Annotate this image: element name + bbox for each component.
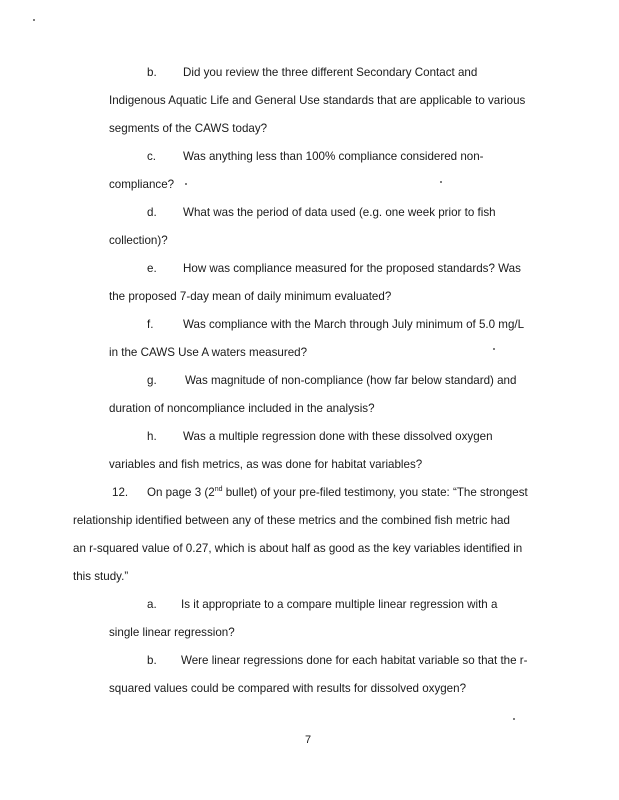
- body-line: the proposed 7-day mean of daily minimum evaluated?: [109, 290, 392, 303]
- body-line: Was compliance with the March through July minimum of 5.0 mg/L: [183, 318, 525, 331]
- body-line: compliance?: [109, 178, 175, 191]
- body-line: collection)?: [109, 234, 168, 247]
- body-line: single linear regression?: [109, 626, 235, 639]
- body-line: squared values could be compared with results for dissolved oxygen?: [109, 682, 467, 695]
- body-line: variables and fish metrics, as was done for habitat variables?: [109, 458, 423, 471]
- item-label: h.: [147, 430, 157, 443]
- body-line: Was anything less than 100% compliance considered non-: [183, 150, 484, 163]
- item-label: a.: [147, 598, 157, 611]
- body-line: What was the period of data used (e.g. one week prior to fish: [183, 206, 496, 219]
- item-label: g.: [147, 374, 157, 387]
- body-line: Is it appropriate to a compare multiple linear regression with a: [181, 598, 498, 611]
- body-line: duration of noncompliance included in the analysis?: [109, 402, 375, 415]
- scan-speck: [33, 19, 35, 21]
- item-label: b.: [147, 66, 157, 79]
- scan-speck: [513, 718, 515, 720]
- superscript: nd: [214, 486, 223, 494]
- item-label: b.: [147, 654, 157, 667]
- body-line: How was compliance measured for the proposed standards? Was: [183, 262, 521, 275]
- body-line: Was magnitude of non-compliance (how far below standard) and: [185, 374, 517, 387]
- body-line: Indigenous Aquatic Life and General Use standards that are applicable to various: [109, 94, 526, 107]
- body-line: Were linear regressions done for each habitat variable so that the r-: [181, 654, 528, 667]
- item-label: d.: [147, 206, 157, 219]
- body-line: relationship identified between any of these metrics and the combined fish metric had: [73, 514, 510, 527]
- body-line: in the CAWS Use A waters measured?: [109, 346, 308, 359]
- body-line: Was a multiple regression done with these dissolved oxygen: [183, 430, 493, 443]
- question-text: bullet) of your pre-filed testimony, you state: “The strongest: [222, 486, 528, 499]
- question-number: 12.: [112, 486, 129, 499]
- page-number: 7: [305, 734, 312, 746]
- item-label: c.: [147, 150, 157, 163]
- body-line: segments of the CAWS today?: [109, 122, 268, 135]
- item-label: e.: [147, 262, 157, 275]
- scan-speck: [185, 183, 187, 185]
- body-line: Did you review the three different Secondary Contact and: [183, 66, 478, 79]
- question-text: On page 3 (2: [147, 486, 215, 499]
- scan-speck: [440, 181, 442, 183]
- body-line: this study.”: [73, 570, 129, 583]
- item-label: f.: [147, 318, 154, 331]
- body-line: an r-squared value of 0.27, which is about half as good as the key variables identified in: [73, 542, 523, 555]
- scan-speck: [493, 348, 495, 350]
- question-first-line: [147, 486, 528, 500]
